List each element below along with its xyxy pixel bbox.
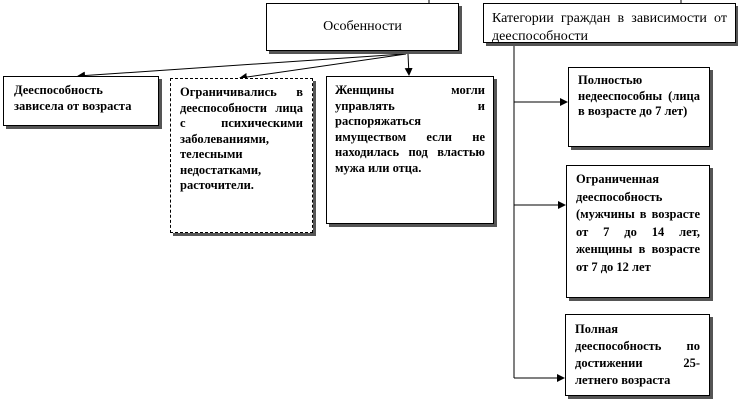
feature-age-text: Дееспособность зависела от возраста — [14, 83, 132, 113]
category-full-text: Полная дееспособность по достижении 25-летнего возраста — [575, 322, 700, 387]
category-incapable-box — [568, 67, 710, 147]
feature-women-text: Женщины могли управлять и распоряжаться имуществом если не находилась под властью мужа или отца. — [335, 83, 485, 175]
features-title: Особенности — [323, 19, 402, 34]
feature-restricted-text: Ограничивались в дееспособности лица с психическими заболеваниями, телесными недостатками, расточители. — [180, 85, 303, 192]
arrow-to-feature-1 — [78, 54, 404, 76]
category-limited-box — [566, 165, 710, 298]
categories-header — [483, 3, 736, 43]
category-full-box — [565, 314, 710, 396]
category-incapable-text: Полностью недееспособны (лица в возрасте до 7 лет) — [578, 73, 700, 118]
arrow-to-feature-2 — [240, 54, 406, 78]
feature-age-box — [3, 76, 159, 126]
feature-restricted-box — [170, 78, 313, 233]
category-limited-text: Ограниченная дееспособность (мужчины в возрасте от 7 до 14 лет, женщины в возрасте от 7 до 12 лет — [576, 172, 700, 274]
categories-title: Категории граждан в зависимости от дееспособности — [492, 11, 727, 44]
features-header — [266, 3, 459, 51]
arrow-to-feature-3 — [408, 54, 409, 75]
feature-women-box — [326, 76, 494, 224]
